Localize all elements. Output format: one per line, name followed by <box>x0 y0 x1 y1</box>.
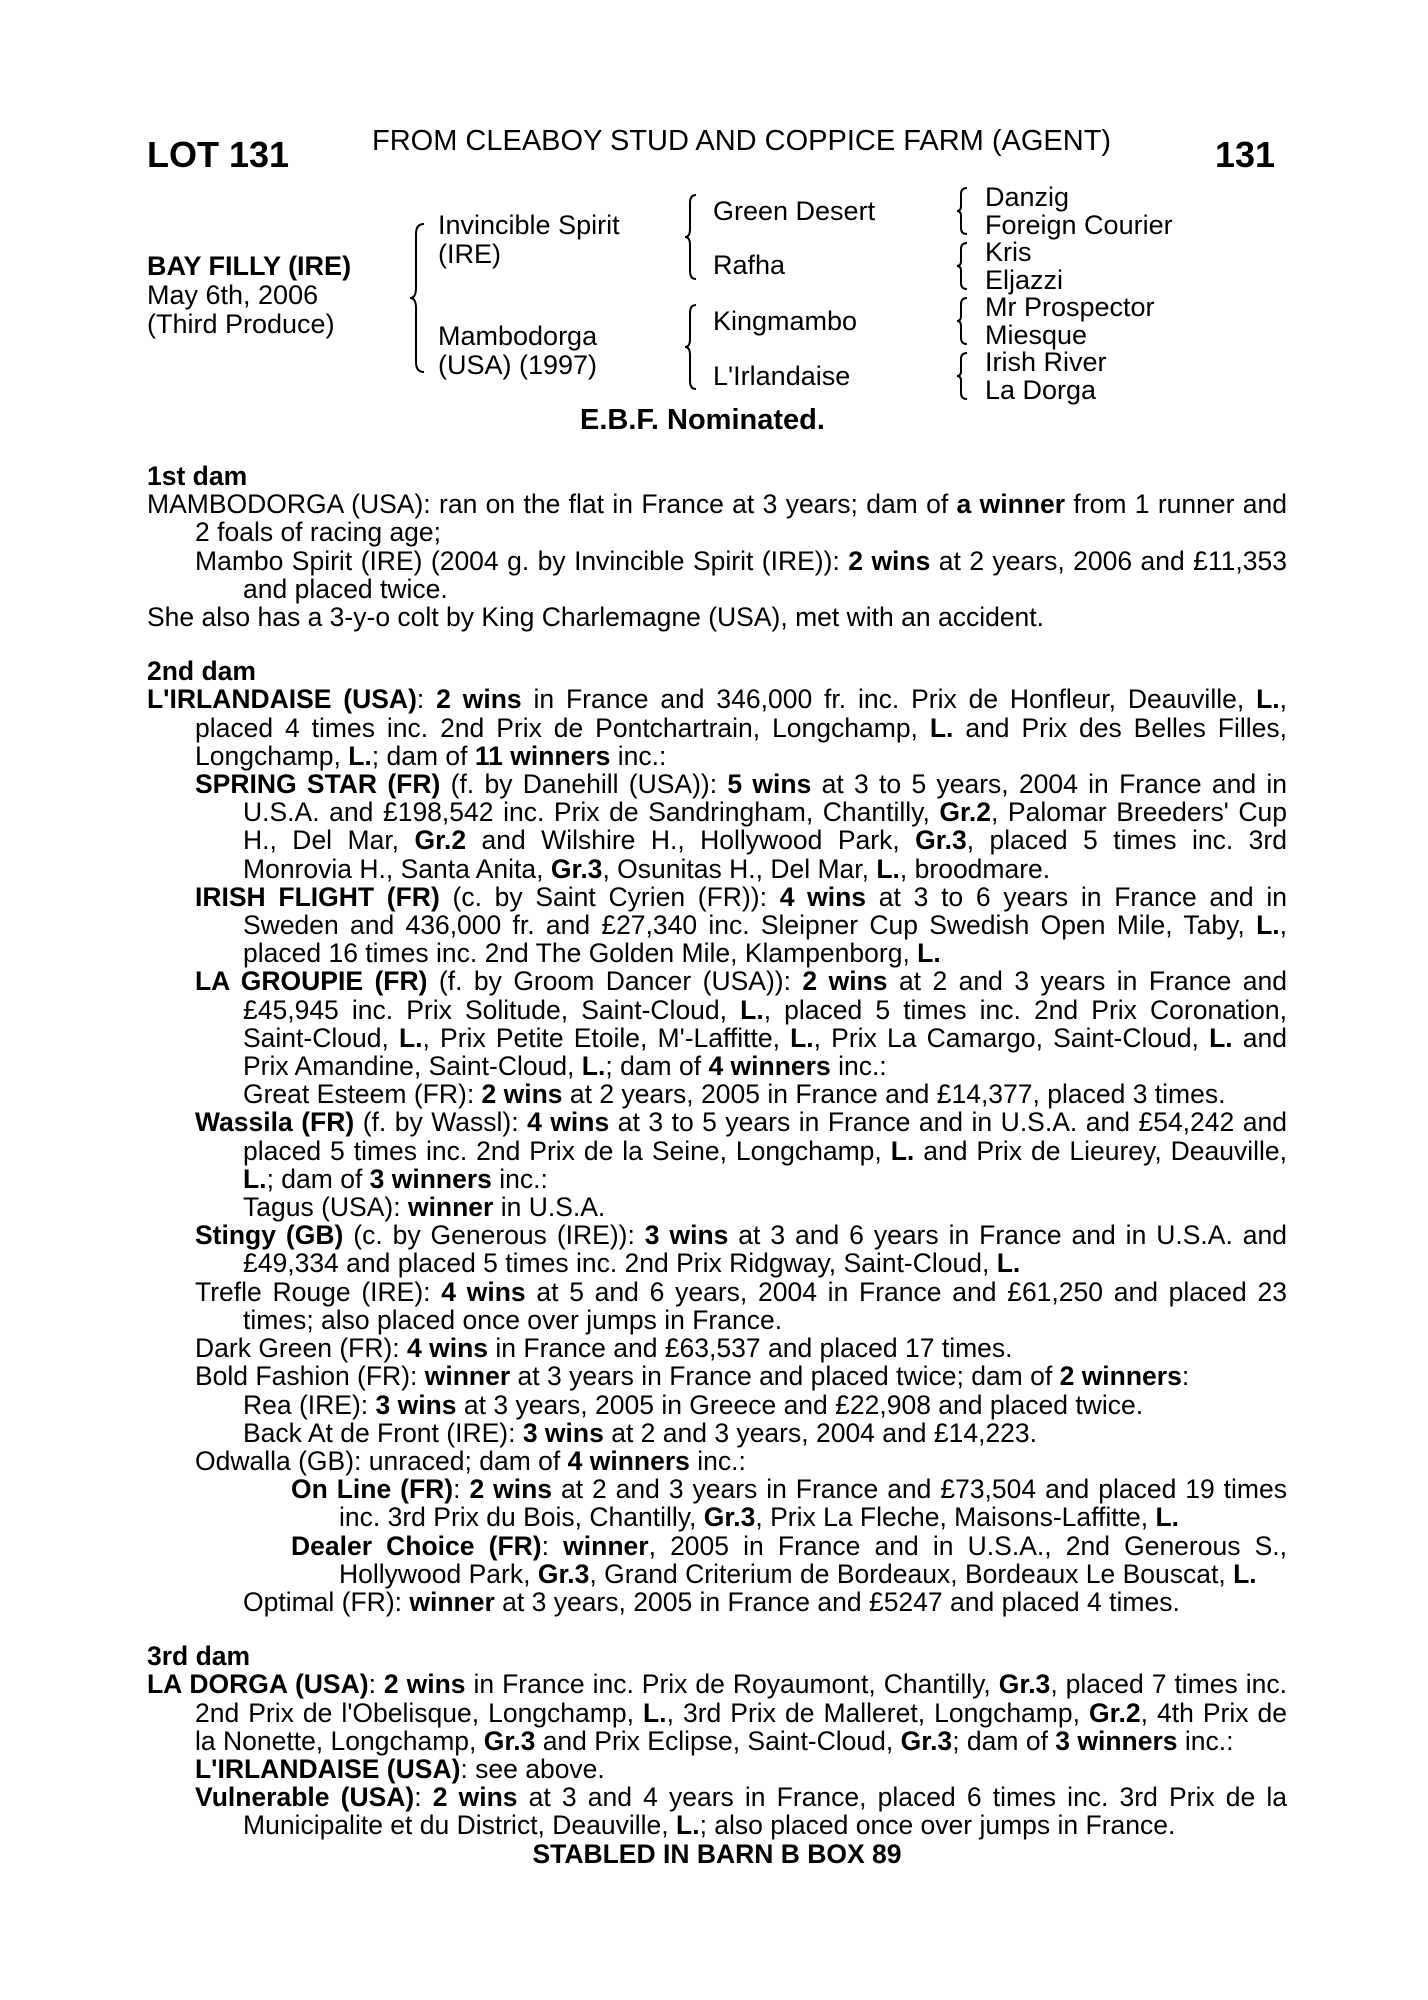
produce-entry: Wassila (FR) (f. by Wassl): 4 wins at 3 to 5 years in France and in U.S.A. and £54,242 and placed 5 times inc. 2nd Prix de la Seine, Longchamp, L. and Prix de Lieurey, Deauville, L.; dam of 3 winners inc.: <box>195 1107 1287 1194</box>
pedigree-gen3-6: Miesque <box>985 320 1088 350</box>
pedigree-gen2-1: Green Desert <box>713 196 876 226</box>
first-dam-heading: 1st dam <box>147 461 248 491</box>
produce-entry: IRISH FLIGHT (FR) (c. by Saint Cyrien (FR)): 4 wins at 3 to 6 years in France and in Sweden and 436,000 fr. and £27,340 inc. Sleipner Cup Swedish Open Mile, Taby, L., placed 16 times inc. 2nd The Golden Mile, Klampenborg, L. <box>195 881 1287 969</box>
pedigree-gen3-4: Eljazzi <box>985 265 1064 295</box>
ebf-nominated: E.B.F. Nominated. <box>580 404 825 436</box>
produce-entry: L'IRLANDAISE (USA): see above. <box>195 1753 605 1784</box>
second-dam-entry: L'IRLANDAISE (USA): 2 wins in France and 346,000 fr. inc. Prix de Honfleur, Deauville, L., placed 4 times inc. 2nd Prix de Pontchartrain, Longchamp, L. and Prix des Belles Filles, Longchamp, L.; dam of 11 winners inc.: <box>147 684 1287 771</box>
produce-entry: Dark Green (FR): 4 wins in France and £63,537 and placed 17 times. <box>195 1333 1013 1364</box>
lot-label: LOT 131 <box>147 134 290 175</box>
pedigree-brace-g3-1 <box>955 186 969 236</box>
produce-entry: Back At de Front (IRE): 3 wins at 2 and 3 years, 2004 and £14,223. <box>243 1417 1038 1448</box>
pedigree-brace-g3-3 <box>955 296 969 346</box>
sire-name: Invincible Spirit (IRE) <box>438 210 620 269</box>
pedigree-gen3-5: Mr Prospector <box>985 292 1155 322</box>
pedigree-brace-g3-4 <box>955 351 969 401</box>
dam-name: Mambodorga (USA) (1997) <box>438 321 598 380</box>
produce-entry: On Line (FR): 2 wins at 2 and 3 years in France and £73,504 and placed 19 times inc. 3rd Prix du Bois, Chantilly, Gr.3, Prix La Fleche, Maisons-Laffitte, L. <box>291 1474 1287 1533</box>
produce-entry: SPRING STAR (FR) (f. by Danehill (USA)): 5 wins at 3 to 5 years, 2004 in France and in U.S.A. and £198,542 inc. Prix de Sandringham, Chantilly, Gr.2, Palomar Breeders' Cup H., Del Mar, Gr.2 and Wilshire H., Hollywood Park, Gr.3, placed 5 times inc. 3rd Monrovia H., Santa Anita, Gr.3, Osunitas H., Del Mar, L., broodmare. <box>195 769 1287 884</box>
horse-name: BAY FILLY (IRE) <box>147 251 352 281</box>
pedigree-gen3-8: La Dorga <box>985 375 1097 405</box>
second-dam-heading: 2nd dam <box>147 656 256 687</box>
pedigree-gen3-7: Irish River <box>985 347 1107 377</box>
vendor-line: FROM CLEABOY STUD AND COPPICE FARM (AGENT) <box>372 125 1112 157</box>
produce-entry: Rea (IRE): 3 wins at 3 years, 2005 in Greece and £22,908 and placed twice. <box>243 1389 1144 1420</box>
pedigree-brace-sire <box>683 193 699 281</box>
produce-entry: Odwalla (GB): unraced; dam of 4 winners inc.: <box>195 1445 746 1476</box>
horse-produce: (Third Produce) <box>147 309 335 339</box>
lot-number: 131 <box>1215 134 1276 175</box>
catalogue-body <box>147 456 1287 1868</box>
pedigree-brace-g3-2 <box>955 241 969 291</box>
produce-entry: LA GROUPIE (FR) (f. by Groom Dancer (USA)): 2 wins at 2 and 3 years in France and £45,945 inc. Prix Solitude, Saint-Cloud, L., placed 5 times inc. 2nd Prix Coronation, Saint-Cloud, L., Prix Petite Etoile, M'-Laffitte, L., Prix La Camargo, Saint-Cloud, L. and Prix Amandine, Saint-Cloud, L.; dam of 4 winners inc.: <box>195 966 1288 1082</box>
first-dam-entry: MAMBODORGA (USA): ran on the flat in France at 3 years; dam of a winner from 1 runner and 2 foals of racing age; <box>147 489 1287 548</box>
pedigree-gen3-1: Danzig <box>985 182 1070 212</box>
produce-entry: Great Esteem (FR): 2 wins at 2 years, 2005 in France and £14,377, placed 3 times. <box>243 1079 1226 1110</box>
first-dam-note: She also has a 3-y-o colt by King Charlemagne (USA), met with an accident. <box>147 602 1045 633</box>
pedigree-gen2-3: Kingmambo <box>713 306 858 336</box>
horse-title <box>147 252 351 339</box>
pedigree-gen2-4: L'Irlandaise <box>713 361 851 391</box>
third-dam-heading: 3rd dam <box>147 1641 251 1672</box>
pedigree-brace-dam <box>683 303 699 391</box>
pedigree-gen3-3: Kris <box>985 237 1032 267</box>
third-dam-entry: LA DORGA (USA): 2 wins in France inc. Prix de Royaumont, Chantilly, Gr.3, placed 7 times inc. 2nd Prix de l'Obelisque, Longchamp, L., 3rd Prix de Malleret, Longchamp, Gr.2, 4th Prix de la Nonette, Longchamp, Gr.3 and Prix Eclipse, Saint-Cloud, Gr.3; dam of 3 winners inc.: <box>147 1669 1288 1756</box>
pedigree-brace-main <box>408 222 428 374</box>
produce-entry: Mambo Spirit (IRE) (2004 g. by Invincible Spirit (IRE)): 2 wins at 2 years, 2006 and £11,353 and placed twice. <box>195 545 1287 604</box>
produce-entry: Optimal (FR): winner at 3 years, 2005 in France and £5247 and placed 4 times. <box>243 1586 1180 1617</box>
horse-dob: May 6th, 2006 <box>147 280 319 310</box>
produce-entry: Trefle Rouge (IRE): 4 wins at 5 and 6 years, 2004 in France and £61,250 and placed 23 times; also placed once over jumps in France. <box>195 1276 1287 1335</box>
produce-entry: Stingy (GB) (c. by Generous (IRE)): 3 wins at 3 and 6 years in France and in U.S.A. and £49,334 and placed 5 times inc. 2nd Prix Ridgway, Saint-Cloud, L. <box>195 1220 1287 1279</box>
stabling-info: STABLED IN BARN B BOX 89 <box>532 1838 902 1869</box>
pedigree-gen2-2: Rafha <box>713 250 786 280</box>
produce-entry: Vulnerable (USA): 2 wins at 3 and 4 years in France, placed 6 times inc. 3rd Prix de la Municipalite et du District, Deauville, L.; also placed once over jumps in France. <box>195 1782 1287 1841</box>
produce-entry: Dealer Choice (FR): winner, 2005 in France and in U.S.A., 2nd Generous S., Hollywood Park, Gr.3, Grand Criterium de Bordeaux, Bordeaux Le Bouscat, L. <box>291 1530 1288 1589</box>
pedigree-gen3-2: Foreign Courier <box>985 210 1173 240</box>
produce-entry: Bold Fashion (FR): winner at 3 years in France and placed twice; dam of 2 winners: <box>195 1361 1190 1392</box>
produce-entry: Tagus (USA): winner in U.S.A. <box>243 1192 606 1223</box>
